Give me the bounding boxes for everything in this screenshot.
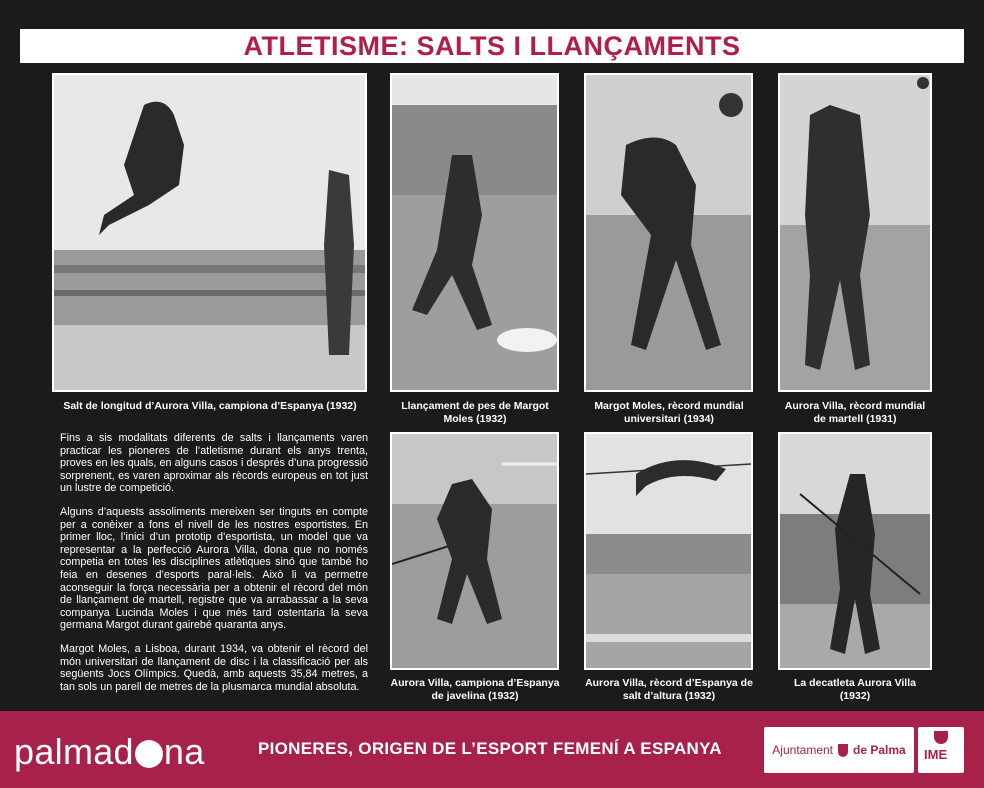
palmadona-logo	[14, 731, 205, 773]
ajuntament-prefix: Ajuntament	[772, 743, 833, 757]
photo-caption: Aurora Villa, campiona d’Espanya de javelina (1932)	[390, 677, 560, 702]
logo-circle-icon	[135, 740, 163, 768]
paragraph: Margot Moles, a Lisboa, durant 1934, va obtenir el rècord del món universitari de llançament de disc i la classificació per als següents Jocs Olímpics. Quedà, amb aquests 35,84 metres, a tan sols un parell de metres de la plusmarca mundial absoluta.	[60, 642, 368, 693]
photo-discus	[584, 73, 753, 392]
ime-label: IME	[924, 747, 948, 762]
photo-caption: La decatleta Aurora Villa (1932)	[794, 677, 916, 702]
photo-caption: Salt de longitud d’Aurora Villa, campiona d’Espanya (1932)	[63, 400, 357, 412]
body-text	[60, 432, 368, 704]
paragraph: Alguns d’aquests assoliments mereixen ser tinguts en compte per a conèixer a fons el nivell de les nostres esportistes. En primer lloc, l’inici d’un prototip d’esportista, un model que va representar a la perfecció Aurora Villa, dona que no només competia en totes les disciplines atlètiques sinó que també ho feia en desenes d’esports paral·lels. Això li va permetre aconseguir la força necessària per a obtenir el rècord del món de llançament de martell, registre que va arrabassar a la seva companya Lucinda Moles i que més tard ostentaria la seva germana Margot durant gairebé quaranta anys.	[60, 505, 368, 632]
paragraph: Fins a sis modalitats diferents de salts i llançaments varen practicar les pioneres de l’atletisme durant els anys trenta, proves en les quals, en alguns casos i després d’una progressió sorprenent, es varen aproximar als rècords europeus en tot just un lustre de competició.	[60, 432, 368, 495]
photo-javelin	[390, 432, 559, 670]
photo-caption: Aurora Villa, rècord mundial de martell (1931)	[784, 400, 926, 425]
footer-bar	[0, 711, 984, 788]
photo-long-jump	[52, 73, 367, 392]
photo-caption: Aurora Villa, rècord d’Espanya de salt d’altura (1932)	[585, 677, 753, 702]
photo-shot-put	[390, 73, 559, 392]
photo-caption: Llançament de pes de Margot Moles (1932)	[401, 400, 549, 425]
photo-high-jump	[584, 432, 753, 670]
logo-text-left: palmad	[14, 731, 134, 772]
title-banner	[20, 29, 964, 63]
photo-hammer	[778, 73, 932, 392]
photo-decathlete	[778, 432, 932, 670]
logo-text-right: na	[163, 731, 205, 772]
ime-crest-icon	[934, 731, 948, 744]
ime-logo	[918, 727, 964, 773]
crest-icon	[838, 744, 848, 757]
ajuntament-name: de Palma	[853, 743, 906, 757]
page-title: ATLETISME: SALTS I LLANÇAMENTS	[243, 30, 741, 61]
ajuntament-logo	[764, 727, 914, 773]
footer-title: PIONERES, ORIGEN DE L’ESPORT FEMENÍ A ESPANYA	[258, 739, 722, 758]
photo-caption: Margot Moles, rècord mundial universitari (1934)	[594, 400, 744, 425]
